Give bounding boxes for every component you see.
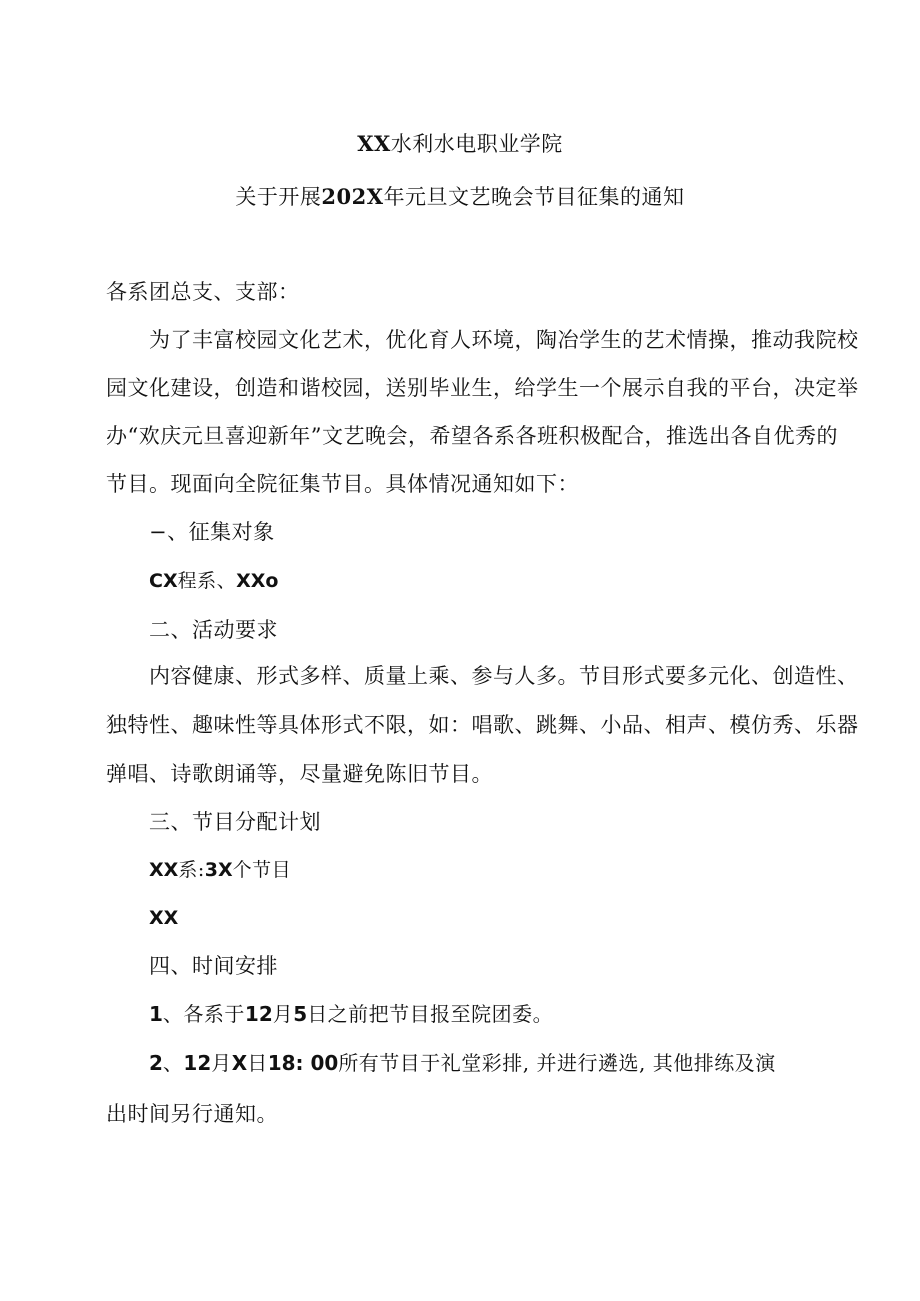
section-4-item-2	[149, 1049, 776, 1077]
subtitle-suffix: 年元旦文艺晚会节目征集的通知	[383, 185, 685, 209]
section-4-item-1-month: 12	[244, 1002, 273, 1026]
section-4-item-2-time: 18: 00	[267, 1051, 339, 1075]
section-3-item-1-dept: XX	[149, 859, 179, 881]
section-4-item-2-text-a: 、	[162, 1051, 184, 1075]
section-4-item-2-month: 12	[183, 1051, 212, 1075]
section-4-item-1-text-c: 日之前把节目报至院团委。	[307, 1002, 554, 1026]
section-4-item-2-text-b: 月	[211, 1051, 232, 1075]
section-1-item-text: 程系、	[177, 570, 237, 592]
section-4-item-1-text-b: 月	[272, 1002, 294, 1026]
section-1-item-suffix: XXo	[236, 570, 279, 592]
section-3-heading: 三、节目分配计划	[149, 810, 321, 834]
section-2-heading: 二、活动要求	[149, 618, 278, 642]
section-4-item-1-number: 1	[149, 1002, 163, 1026]
title-school-code: XX	[357, 131, 391, 156]
section-1-item	[149, 567, 278, 595]
section-3-item-1-count: 3X	[204, 859, 233, 881]
document-title	[0, 130, 920, 158]
section-4-heading: 四、时间安排	[149, 954, 278, 978]
section-4-item-2-day: X	[231, 1051, 248, 1075]
section-3-item-1-unit: 个节目	[232, 859, 292, 881]
salutation: 各系团总支、支部：	[106, 280, 300, 304]
section-1-heading: −、征集对象	[149, 520, 275, 544]
section-4-item-1-day: 5	[293, 1002, 308, 1026]
section-4-item-2-text-d: 所有节目于礼堂彩排, 并进行遴选, 其他排练及演	[338, 1051, 776, 1075]
title-school-name: 水利水电职业学院	[390, 132, 563, 156]
subtitle-prefix: 关于开展	[235, 185, 322, 209]
section-3-item-1-text: 系:	[178, 859, 205, 881]
intro-line-4: 节目。现面向全院征集节目。具体情况通知如下：	[106, 472, 579, 496]
intro-line-3: 办“欢庆元旦喜迎新年”文艺晚会，希望各系各班积极配合，推选出各自优秀的	[106, 424, 838, 448]
document-subtitle	[0, 183, 920, 211]
section-4-item-2-continued: 出时间另行通知。	[106, 1102, 278, 1126]
subtitle-year: 202X	[321, 184, 384, 209]
section-2-line-3: 弹唱、诗歌朗诵等，尽量避免陈旧节目。	[106, 762, 493, 786]
section-2-line-2: 独特性、趣味性等具体形式不限，如：唱歌、跳舞、小品、相声、模仿秀、乐器	[106, 713, 859, 737]
section-4-item-1	[149, 1000, 553, 1028]
section-4-item-2-number: 2	[149, 1051, 163, 1075]
section-4-item-2-text-c: 日	[247, 1051, 268, 1075]
section-4-item-1-text-a: 、各系于	[162, 1002, 245, 1026]
intro-line-1: 为了丰富校园文化艺术，优化育人环境，陶冶学生的艺术情操，推动我院校	[149, 328, 859, 352]
section-2-line-1: 内容健康、形式多样、质量上乘、参与人多。节目形式要多元化、创造性、	[149, 664, 859, 688]
section-1-item-code: CX	[149, 570, 178, 592]
section-3-item-2: XX	[149, 907, 179, 929]
intro-line-2: 园文化建设，创造和谐校园，送别毕业生，给学生一个展示自我的平台，决定举	[106, 376, 859, 400]
section-3-item-1	[149, 856, 291, 884]
